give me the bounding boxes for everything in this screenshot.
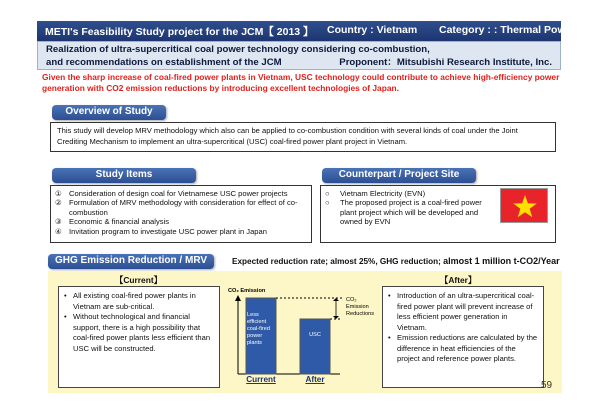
expected-reduction: [232, 256, 560, 266]
item-number: ③: [55, 217, 62, 227]
item-text: Formulation of MRV methodology with consideration for effect of co-combustion: [69, 198, 298, 217]
subtitle-box: [37, 41, 561, 70]
x-label-after: After: [305, 375, 325, 384]
after-label: 【After】: [440, 275, 477, 285]
subtitle-line2: and recommendations on establishment of the JCM: [46, 56, 282, 68]
reduction-label: CO₂ Emission Reductions: [346, 297, 374, 317]
circle-bullet-icon: ○: [325, 189, 330, 198]
co2-axis-label: CO₂ Emission: [228, 288, 266, 294]
list-item: [55, 217, 307, 226]
list-item: [55, 189, 307, 198]
list-item: [55, 227, 307, 236]
proponent: Proponent：Mitsubishi Research Institute, Inc.: [339, 56, 552, 68]
item-text: Invitation program to investigate USC power plant in Japan: [69, 226, 267, 236]
item-text: The proposed project is a coal-fired power plant project which will be developed and owned by EVN: [340, 198, 482, 227]
list-item: [55, 198, 307, 217]
current-point: • Without technological and financial support, there is a high possibility that coal-fired power plants less efficient than USC will be constructed.: [63, 312, 215, 354]
item-number: ④: [55, 226, 62, 236]
current-label: 【Current】: [115, 275, 162, 285]
item-number: ②: [55, 198, 62, 208]
lead-text: Given the sharp increase of coal-fired power plants in Vietnam, USC technology could contribute to achieve high-efficiency power generation with CO2 emission reductions by introducing excellent technologies of Japan.: [42, 72, 560, 93]
after-bar: [300, 319, 330, 374]
current-point: • All existing coal-fired power plants in Vietnam are sub-critical.: [63, 291, 215, 312]
ghg-heading: GHG Emission Reduction / MRV: [48, 254, 214, 269]
item-number: ①: [55, 189, 62, 198]
project-title: METI's Feasibility Study project for the JCM【 2013 】: [45, 26, 314, 38]
expected-value: almost 1 million t-CO2/Year: [443, 256, 560, 266]
x-label-current: Current: [246, 375, 276, 384]
study-items-heading: Study Items: [52, 168, 196, 183]
after-point: • Emission reductions are calculated by the difference in heat efficiencies of the project and reference power plants.: [387, 333, 539, 365]
after-bar-label: USC: [309, 332, 321, 338]
after-point: • Introduction of an ultra-supercritical coal-fired power plant will prevent increase of less efficient power generation in Vietnam.: [387, 291, 539, 333]
after-box: [382, 286, 544, 388]
page-number: 59: [541, 380, 553, 391]
emission-diagram: [224, 286, 380, 386]
current-box: [58, 286, 220, 388]
item-text: Vietnam Electricity (EVN): [340, 189, 426, 198]
list-item: [325, 198, 497, 226]
overview-heading: Overview of Study: [52, 105, 166, 120]
expected-prefix: Expected reduction rate; almost 25%, GHG reduction;: [232, 257, 444, 266]
subtitle-line1: Realization of ultra-supercritical coal power technology considering co-combustion,: [46, 44, 430, 55]
flag-star-icon: [501, 189, 549, 224]
circle-bullet-icon: ○: [325, 198, 330, 208]
vietnam-flag-icon: [500, 188, 548, 223]
category-label: Category : : Thermal Power: [439, 24, 576, 36]
current-bar-label: Less efficient coal-fired power plants: [247, 312, 271, 346]
header-bar: [37, 21, 576, 41]
item-text: Economic & financial analysis: [69, 217, 170, 227]
counterpart-heading: Counterpart / Project Site: [322, 168, 476, 183]
item-text: Consideration of design coal for Vietnamese USC power projects: [69, 189, 288, 198]
overview-text: This study will develop MRV methodology which also can be applied to co-combustion condition with several kinds of coal under the Joint Crediting Mechanism to implement an ultra-supercritical (USC) coal-fired power plant project in Vietnam.: [50, 122, 556, 152]
country-label: Country : Vietnam: [327, 24, 418, 36]
study-items-box: [50, 185, 312, 243]
